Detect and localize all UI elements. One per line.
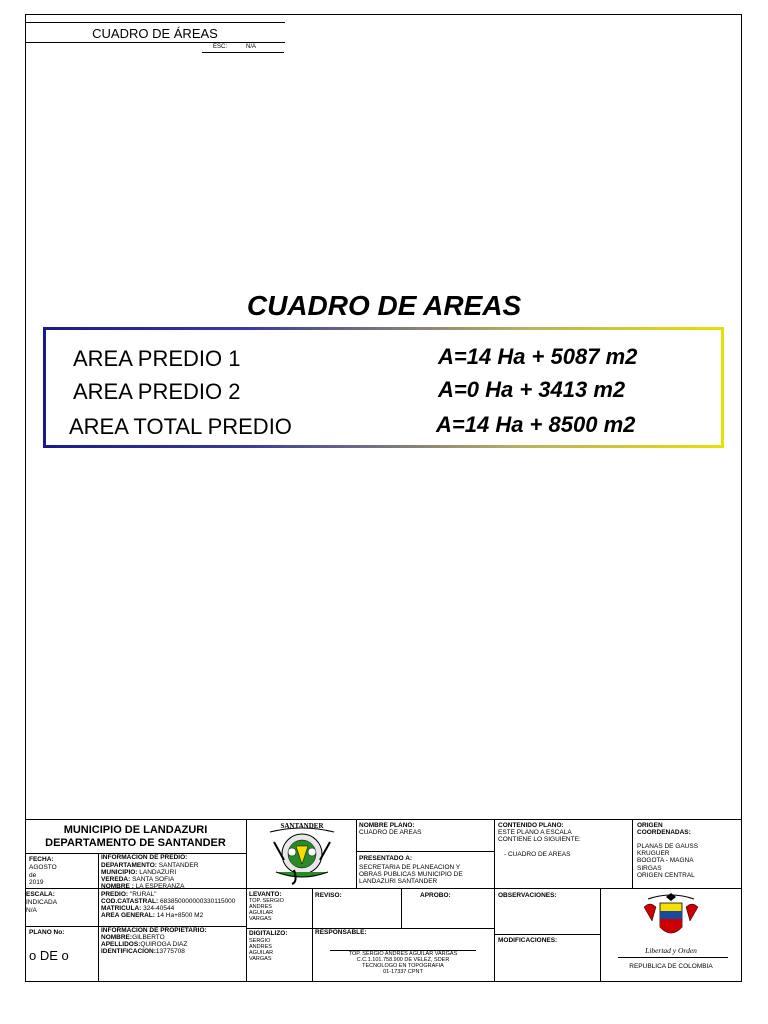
- tb-line: [356, 851, 494, 852]
- origen-line-2: KRUGUER: [637, 850, 670, 857]
- origen-line-4: SIRGAS: [637, 865, 662, 872]
- predio-matricula: MATRICULA: 324-40544: [101, 905, 175, 912]
- escala-value: INDICADA: [26, 899, 58, 906]
- fecha-label: FECHA:: [29, 856, 54, 863]
- levanto-line-2: ANDRES: [249, 904, 272, 910]
- responsable-line-4: 01-17337 CPNT: [383, 969, 423, 975]
- departamento-title: DEPARTAMENTO DE SANTANDER: [45, 837, 226, 849]
- origen-line-5: ORIGEN CENTRAL: [637, 872, 695, 879]
- levanto-label: LEVANTO:: [249, 891, 282, 898]
- tb-divider: [401, 888, 402, 928]
- escudo-line: [618, 957, 728, 958]
- predio-municipio: MUNICIPIO: LANDAZURI: [101, 869, 177, 876]
- presentado-line-3: LANDAZURI SANTANDER: [359, 878, 438, 885]
- area-row-label: AREA PREDIO 1: [73, 346, 241, 371]
- predio-vereda: VEREDA: SANTA SOFIA: [101, 876, 175, 883]
- header-title: CUADRO DE ÁREAS: [92, 26, 218, 41]
- levanto-line-1: TOP. SERGIO: [249, 898, 284, 904]
- tb-divider: [632, 819, 633, 888]
- tb-divider: [494, 819, 495, 982]
- municipio-title: MUNICIPIO DE LANDAZURI: [63, 824, 208, 836]
- area-table-frame: [43, 327, 724, 448]
- area-row-value: A=0 Ha + 3413 m2: [438, 377, 626, 402]
- republica-label: REPUBLICA DE COLOMBIA: [629, 963, 713, 970]
- tb-divider: [356, 819, 357, 888]
- escala-value-2: N/A: [26, 907, 37, 914]
- digitalizo-line-3: AGUILAR: [249, 950, 274, 956]
- predio-departamento: DEPARTAMENTO: SANTANDER: [101, 862, 199, 869]
- area-row-value: A=14 Ha + 8500 m2: [436, 412, 636, 437]
- digitalizo-line-1: SERGIO: [249, 938, 271, 944]
- nombre-plano-value: CUADRO DE AREAS: [359, 829, 422, 836]
- contenido-item: - CUADRO DE AREAS: [504, 851, 571, 858]
- reviso-label: REVISO:: [315, 892, 342, 899]
- predio-area-general: AREA GENERAL: 14 Ha+8500 M2: [101, 912, 204, 919]
- tb-divider: [98, 853, 99, 982]
- area-row-label: AREA TOTAL PREDIO: [69, 414, 292, 439]
- santander-logo: [262, 820, 342, 886]
- plano-label: PLANO No:: [29, 929, 65, 936]
- propietario-apellidos: APELLIDOS:QUIROGA DIAZ: [101, 941, 188, 948]
- escala-label: ESCALA:: [26, 891, 55, 898]
- responsable-label: RESPONSABLE:: [315, 929, 367, 936]
- header-bottom-line: [202, 52, 284, 53]
- aprobo-label: APROBO:: [420, 892, 451, 899]
- responsable-line-3: TECNOLOGO EN TOPOGRAFIA: [362, 963, 444, 969]
- logo-top-text: SANTANDER: [280, 822, 324, 830]
- area-row-value: A=14 Ha + 5087 m2: [438, 344, 638, 369]
- responsable-line-1: TOP. SERGIO ANDRES AGUILAR VARGAS: [348, 951, 458, 957]
- levanto-line-4: VARGAS: [249, 916, 272, 922]
- digitalizo-line-2: ANDRES: [249, 944, 272, 950]
- predio-nombre: NOMBRE : LA ESPERANZA: [101, 883, 185, 890]
- tb-top-line: [25, 819, 742, 820]
- header-top-line: [25, 22, 285, 23]
- nombre-plano-label: NOMBRE PLANO:: [359, 822, 415, 829]
- tb-divider: [246, 819, 247, 982]
- fecha-year: 2019: [29, 879, 44, 886]
- header-mid-line: [25, 42, 285, 43]
- responsable-line-2: C.C.1.101.758.900 DE VELEZ, SDER: [356, 957, 450, 963]
- origen-label: ORIGEN: [637, 822, 663, 829]
- tb-line: [246, 928, 494, 929]
- info-propietario-title: INFORMACION DE PROPIETARIO:: [101, 927, 207, 934]
- origen-line-1: PLANAS DE GAUSS: [637, 843, 699, 850]
- propietario-identificacion: IDENTIFICACION:13775708: [101, 948, 185, 955]
- main-title: CUADRO DE AREAS: [246, 290, 522, 321]
- tb-line: [494, 934, 600, 935]
- observaciones-label: OBSERVACIONES:: [498, 892, 557, 899]
- propietario-nombre: NOMBRE:GILBERTO: [101, 934, 165, 941]
- levanto-line-3: AGUILAR: [249, 910, 274, 916]
- predio-cod-catastral: COD.CATASTRAL: 683850000000330115000: [101, 898, 236, 905]
- plano-value: o DE o: [29, 948, 69, 963]
- esc-value: N/A: [246, 44, 257, 50]
- digitalizo-line-4: VARGAS: [249, 956, 272, 962]
- contenido-line-1: ESTE PLANO A ESCALA: [498, 829, 572, 836]
- presentado-line-2: OBRAS PUBLICAS MUNICIPIO DE: [359, 871, 463, 878]
- fecha-month: AGOSTO: [29, 864, 57, 871]
- fecha-de: de: [29, 872, 37, 879]
- presentado-line-1: SECRETARIA DE PLANEACION Y: [359, 864, 461, 871]
- info-predio-title: INFORMACION DE PREDIO:: [101, 854, 188, 861]
- escudo-lema: Libertad y Orden: [645, 946, 697, 955]
- colombia-coat-of-arms: [640, 893, 702, 945]
- origen-line-3: BOGOTA - MAGNA: [637, 857, 694, 864]
- esc-label: ESC:: [213, 44, 228, 50]
- presentado-label: PRESENTADO A:: [359, 855, 413, 862]
- origen-label-2: COORDENADAS:: [637, 829, 691, 836]
- contenido-label: CONTENIDO PLANO:: [498, 822, 564, 829]
- contenido-line-2: CONTIENE LO SIGUIENTE:: [498, 836, 581, 843]
- area-row-label: AREA PREDIO 2: [73, 379, 241, 404]
- area-table: [46, 330, 721, 445]
- digitalizo-label: DIGITALIZO:: [249, 930, 288, 937]
- modificaciones-label: MODIFICACIONES:: [498, 937, 558, 944]
- predio-tipo: PREDIO: "RURAL": [101, 891, 157, 898]
